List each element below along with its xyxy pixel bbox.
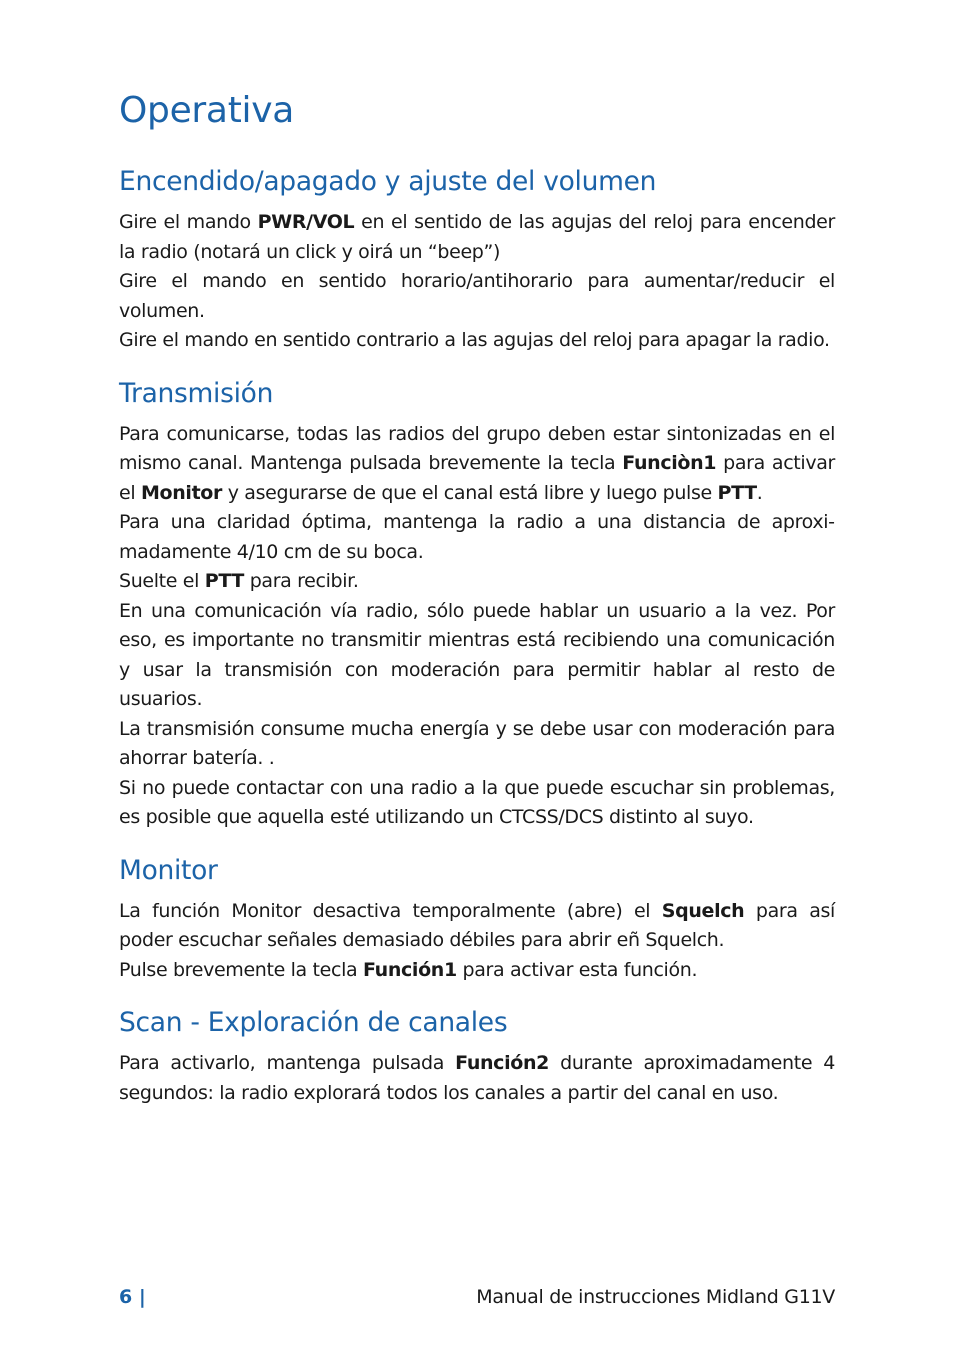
text-run: durante aproximadamente 4 segundos: la radio explorará todos los canales a partir del canal en uso. (119, 1052, 835, 1104)
text-run: En una comunicación vía radio, sólo puede hablar un usuario a la vez. Por eso, es importante no transmitir mientras está recibiendo una comunicación y usar la transmisión con moderación para permitir hablar al resto de usuarios. (119, 599, 835, 710)
bold-term: PTT (204, 570, 244, 592)
text-run: para activar esta función. (456, 958, 698, 981)
bold-term: Función2 (455, 1052, 550, 1074)
text-run: Gire el mando (119, 211, 258, 233)
text-run: La función Monitor desactiva temporalmente (abre) el (119, 899, 662, 922)
section-monitor (119, 851, 835, 986)
text-run: Si no puede contactar con una radio a la que puede escuchar sin problemas, es posible que aquella esté utilizando un CTCSS/DCS distinto al suyo. (119, 776, 835, 828)
paragraph (119, 326, 835, 356)
page-footer (119, 1282, 835, 1312)
text-run: para activar el (119, 452, 835, 504)
text-run: Gire el mando en sentido horario/antihorario para aumentar/reducir el volumen. (119, 270, 835, 322)
text-run: para recibir. (244, 570, 359, 592)
text-run: Para una claridad óptima, mantenga la radio a una distancia de aproximadamente 4/10 cm de su boca. (119, 511, 835, 563)
paragraph (119, 508, 835, 567)
text-run: en el sentido de las agujas del reloj para encender la radio (notará un click y oirá un “beep”) (119, 211, 835, 263)
section-heading: Encendido/apagado y ajuste del volumen (119, 166, 657, 197)
section-heading: Scan - Exploración de canales (119, 1007, 508, 1038)
section-body (119, 897, 835, 986)
text-run: para así poder escuchar señales demasiado débiles para abrir eñ Squelch. (119, 899, 835, 951)
text-run: Suelte el (119, 570, 205, 592)
text-run: Pulse brevemente la tecla (119, 958, 363, 981)
section-body (119, 1049, 835, 1108)
paragraph (119, 956, 835, 986)
text-run: Gire el mando en sentido contrario a las agujas del reloj para apagar la radio. (119, 329, 830, 351)
paragraph (119, 208, 835, 267)
page-title: Operativa (119, 90, 294, 131)
paragraph (119, 420, 835, 509)
text-run: y asegurarse de que el canal está libre y luego pulse (222, 481, 718, 504)
paragraph (119, 715, 835, 774)
paragraph (119, 1049, 835, 1108)
bold-term: Función1 (362, 958, 457, 981)
text-run: Para comunicarse, todas las radios del grupo deben estar sintonizadas en el mismo canal. Mantenga pulsada brevemente la tecla (119, 422, 835, 474)
text-run: . (756, 481, 763, 504)
paragraph (119, 597, 835, 715)
paragraph (119, 774, 835, 833)
section-heading: Monitor (119, 854, 218, 886)
paragraph (119, 897, 835, 956)
text-run: Para activarlo, mantenga pulsada (119, 1052, 456, 1074)
section-power-volume (119, 162, 835, 356)
page-number: 6 | (119, 1286, 146, 1308)
page-content (119, 86, 835, 1126)
bold-term: Squelch (661, 899, 745, 922)
bold-term: Monitor (140, 481, 223, 504)
bold-term: Funciòn1 (622, 452, 717, 474)
section-body (119, 208, 835, 356)
bold-term: PWR/VOL (257, 211, 355, 233)
section-body (119, 420, 835, 833)
section-transmission (119, 374, 835, 833)
paragraph (119, 567, 835, 597)
paragraph (119, 267, 835, 326)
section-heading: Transmisión (119, 377, 274, 409)
footer-manual-title: Manual de instrucciones Midland G11V (476, 1286, 835, 1308)
bold-term: PTT (717, 481, 757, 504)
section-scan (119, 1003, 835, 1108)
text-run: La transmisión consume mucha energía y se debe usar con moderación para ahorrar batería. . (119, 717, 835, 769)
